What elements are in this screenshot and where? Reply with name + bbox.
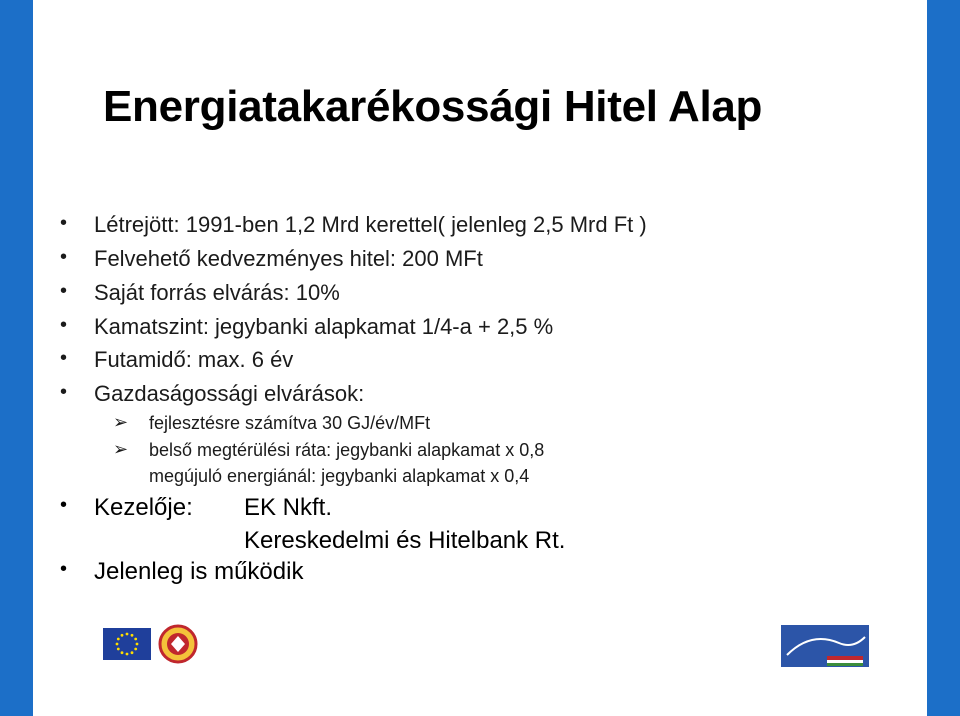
bullet-icon: • <box>60 381 68 403</box>
bullet-icon: • <box>60 347 68 369</box>
bullet-text: Kamatszint: jegybanki alapkamat 1/4-a + 2,5 % <box>94 314 554 339</box>
arrow-bullet-icon: ➢ <box>113 439 129 459</box>
bullet-icon: • <box>60 314 68 336</box>
seal-logo <box>158 624 198 664</box>
bullet-text: Gazdaságossági elvárások: <box>94 381 365 406</box>
bullet-icon: • <box>60 280 68 302</box>
manager-value-1: EK Nkft. <box>244 494 333 521</box>
eu-flag-logo <box>103 628 151 660</box>
arrow-bullet-icon: ➢ <box>113 412 129 432</box>
manager-label: Kezelője: <box>94 494 193 521</box>
bullet-icon: • <box>60 246 68 268</box>
right-blue-bar <box>927 0 960 716</box>
manager-value-2: Kereskedelmi és Hitelbank Rt. <box>244 527 566 554</box>
bullet-text: Saját forrás elvárás: 10% <box>94 280 340 305</box>
left-blue-bar <box>0 0 33 716</box>
bullet-text: Jelenleg is működik <box>94 558 304 585</box>
slide-title: Energiatakarékossági Hitel Alap <box>103 82 763 131</box>
uj-magyarorszag-logo <box>781 625 869 667</box>
sub-bullet-text: megújuló energiánál: jegybanki alapkamat x 0,4 <box>149 466 530 486</box>
bullet-text: Létrejött: 1991-ben 1,2 Mrd kerettel( jelenleg 2,5 Mrd Ft ) <box>94 212 647 237</box>
bullet-text: Futamidő: max. 6 év <box>94 347 294 372</box>
bullet-text: Felvehető kedvezményes hitel: 200 MFt <box>94 246 483 271</box>
bullet-icon: • <box>60 494 68 516</box>
sub-bullet-text: belső megtérülési ráta: jegybanki alapkamat x 0,8 <box>149 440 545 460</box>
bullet-icon: • <box>60 212 68 234</box>
bullet-icon: • <box>60 558 68 580</box>
sub-bullet-text: fejlesztésre számítva 30 GJ/év/MFt <box>149 413 431 433</box>
